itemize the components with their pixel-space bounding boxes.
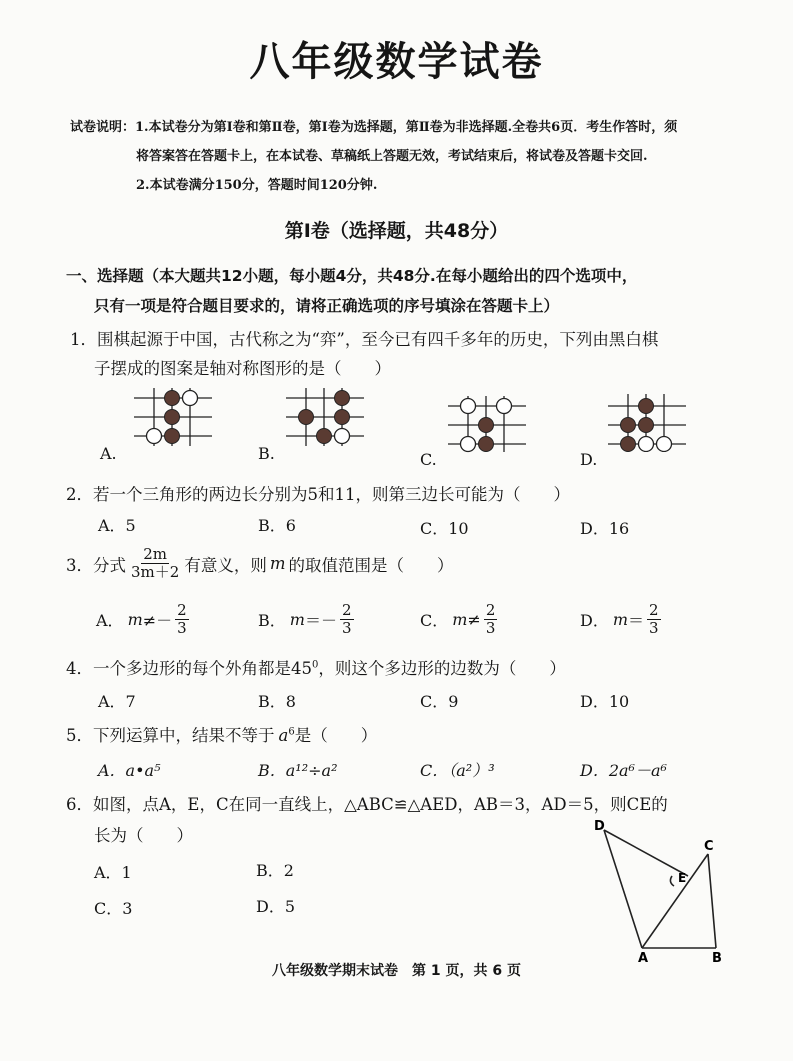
q3-option-b-relation: ＝－ — [304, 611, 337, 630]
q3-option-b-label: B． — [258, 611, 286, 630]
q3-option-a-num: 2 — [177, 601, 187, 619]
q3-option-a — [96, 602, 192, 637]
q5-option-d: D．2a⁶－a⁶ — [580, 761, 667, 780]
go-board-figure-b — [282, 386, 368, 448]
q3-prefix: 3．分式 — [66, 555, 126, 575]
q4-degree-sup: 0 — [312, 659, 319, 671]
q1-option-c-label: C. — [420, 450, 437, 469]
q3-fraction-denominator: 3m＋2 — [131, 563, 180, 581]
q3-option-d-num: 2 — [649, 601, 659, 619]
section-title: 第Ⅰ卷（选择题，共48分） — [284, 220, 509, 242]
q3-fraction — [129, 546, 181, 581]
q3-option-c-den: 3 — [485, 619, 496, 637]
q3-option-c — [420, 602, 500, 637]
q1-option-b-label: B. — [258, 444, 275, 463]
q6-stem-line-1: 6．如图，点A，E，C在同一直线上，△ABC≌△AED，AB＝3，AD＝5，则CE的 — [66, 795, 668, 814]
q3-option-b-den: 3 — [341, 619, 352, 637]
q4-option-d: D．10 — [580, 692, 630, 711]
q5-option-b: B．a¹²÷a² — [258, 761, 338, 780]
q4-stem-a: 4．一个多边形的每个外角都是45 — [66, 659, 312, 678]
q3-option-c-fraction — [484, 602, 498, 637]
q5-stem-b: 是（ ） — [294, 726, 378, 745]
q5-stem — [66, 722, 377, 746]
q5-stem-a: 5．下列运算中，结果不等于 — [66, 726, 275, 745]
instructions-line-2: 将答案答在答题卡上，在本试卷、草稿纸上答题无效，考试结束后，将试卷及答题卡交回. — [136, 149, 648, 164]
q1-stem-line-2: 子摆成的图案是轴对称图形的是（ ） — [94, 359, 391, 378]
q3-option-c-relation: ≠ — [467, 610, 481, 629]
q2-option-a: A．5 — [98, 516, 136, 535]
q3-option-a-var: m — [127, 610, 143, 629]
figure-label-e: E — [678, 871, 687, 885]
q6-option-d: D．5 — [256, 897, 296, 916]
q6-option-a: A．1 — [94, 863, 132, 882]
q5-exponent: 6 — [288, 726, 295, 738]
q3-option-a-relation: ≠－ — [142, 611, 173, 630]
figure-label-b: B — [712, 951, 722, 966]
q3-option-d-relation: ＝ — [628, 611, 645, 630]
q3-option-b-fraction — [340, 602, 354, 637]
q3-suffix: 有意义，则 — [184, 555, 267, 575]
q4-option-a: A．7 — [98, 692, 136, 711]
go-board-figure-d — [604, 390, 690, 452]
q4-stem — [66, 655, 566, 679]
q1-stem-line-1: 1．围棋起源于中国，古代称之为“弈”，至今已有四千多年的历史，下列由黑白棋 — [70, 330, 659, 349]
q6-stem-line-2: 长为（ ） — [94, 826, 193, 845]
q3-fraction-numerator: 2m — [143, 545, 168, 563]
figure-label-a: A — [638, 951, 649, 966]
q5-option-a: A．a•a⁵ — [98, 761, 161, 780]
triangle-figure — [590, 818, 730, 968]
q2-stem: 2．若一个三角形的两边长分别为5和11，则第三边长可能为（ ） — [66, 485, 570, 504]
figure-label-c: C — [704, 839, 714, 854]
q1-option-d-label: D. — [580, 450, 598, 469]
q3-stem — [66, 546, 453, 581]
q3-option-c-label: C． — [420, 611, 449, 630]
q3-option-d-label: D． — [580, 611, 609, 630]
q3-option-c-num: 2 — [485, 601, 496, 619]
q3-option-c-var: m — [452, 610, 468, 629]
q3-option-d-var: m — [612, 610, 629, 629]
instructions-line-3: 2.本试卷满分150分，答题时间120分钟. — [136, 178, 378, 193]
q3-option-b — [258, 602, 357, 637]
q6-option-b: B．2 — [256, 861, 294, 880]
q3-option-d — [580, 602, 664, 637]
part-header-line-1: 一、选择题（本大题共12小题，每小题4分，共48分.在每小题给出的四个选项中， — [66, 267, 638, 285]
q2-option-d: D．16 — [580, 519, 630, 538]
q3-option-d-den: 3 — [649, 619, 659, 637]
q3-option-b-num: 2 — [341, 601, 352, 619]
q2-option-c: C．10 — [420, 519, 469, 538]
q2-option-b: B．6 — [258, 516, 296, 535]
go-board-figure-a — [130, 386, 216, 448]
q3-option-b-var: m — [289, 610, 305, 629]
q4-option-b: B．8 — [258, 692, 296, 711]
q3-option-a-den: 3 — [177, 619, 187, 637]
q6-option-c: C．3 — [94, 899, 133, 918]
go-board-figure-c — [444, 392, 530, 454]
page-footer: 八年级数学期末试卷 第 1 页，共 6 页 — [272, 963, 521, 979]
q3-suffix-2: 的取值范围是（ ） — [288, 555, 454, 575]
instructions-line-1: 试卷说明：1.本试卷分为第Ⅰ卷和第Ⅱ卷，第Ⅰ卷为选择题，第Ⅱ卷为非选择题.全卷共6页．考生作答时，须 — [70, 120, 678, 135]
page-title: 八年级数学试卷 — [249, 38, 544, 85]
q3-option-a-label: A． — [96, 611, 124, 630]
q3-variable: m — [269, 554, 286, 573]
q3-option-d-fraction — [647, 602, 661, 637]
part-header-line-2: 只有一项是符合题目要求的，请将正确选项的序号填涂在答题卡上） — [94, 297, 560, 315]
q1-option-a-label: A. — [100, 444, 117, 463]
figure-label-d: D — [594, 819, 605, 834]
q4-option-c: C．9 — [420, 692, 459, 711]
q4-stem-b: ，则这个多边形的边数为（ ） — [318, 659, 566, 678]
q5-variable: a — [278, 726, 289, 745]
q5-option-c: C．（a²）³ — [420, 761, 495, 780]
q3-option-a-fraction — [175, 602, 189, 637]
